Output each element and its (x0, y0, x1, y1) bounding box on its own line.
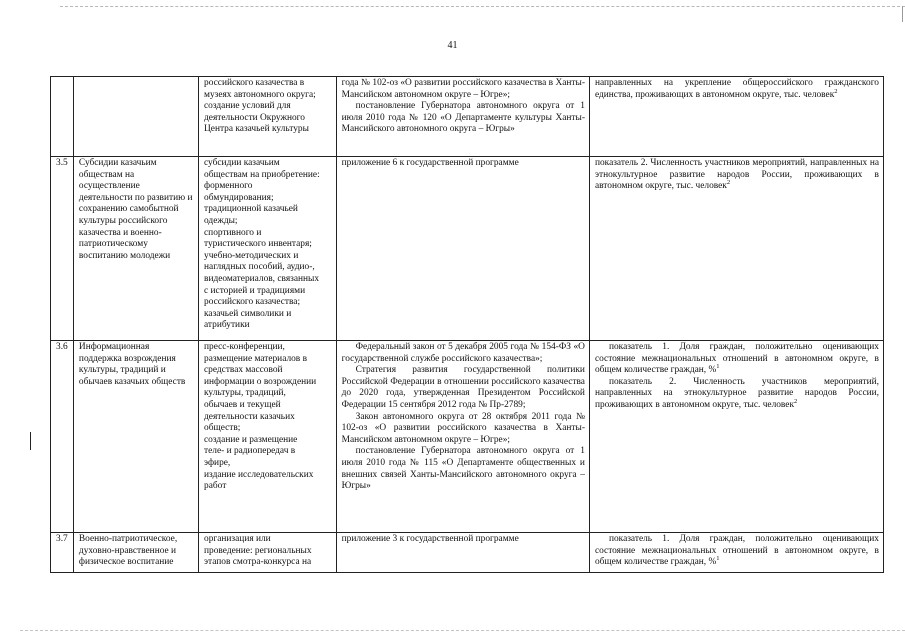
footnote-marker: 2 (794, 397, 798, 405)
table-row (51, 77, 884, 157)
indicator-paragraph (595, 342, 879, 377)
program-table (50, 76, 884, 573)
indicator-text: показатель 2. Численность участников мероприятий, направленных на этнокультурное развитие народов России, проживающих в автономном округе, тыс. человек (594, 376, 879, 410)
legal-basis-cell (336, 77, 589, 157)
indicator-text: показатель 2. Численность участников мероприятий, направленных на этнокультурное развитие народов России, проживающих в автономном округе, тыс. человек (594, 158, 879, 192)
legal-basis-paragraph: постановление Губернатора автономного округа от 1 июля 2010 года № 120 «О Департаменте культуры Ханты-Мансийского автономного округа – Югры» (341, 101, 585, 135)
row-number-cell (51, 77, 74, 157)
legal-basis-cell (336, 157, 589, 341)
indicators-cell (589, 77, 883, 157)
legal-basis-paragraph: приложение 3 к государственной программе (341, 534, 519, 544)
indicators-cell (589, 157, 883, 341)
activities-cell: российского казачества в музеях автономного округа; создание условий для деятельности Окружного Центра казачьей культуры (199, 77, 337, 157)
table-body (51, 77, 884, 573)
legal-basis-cell (336, 533, 589, 573)
legal-basis-cell (336, 341, 589, 533)
legal-basis-paragraph: Стратегия развития государственной политики Российской Федерации в отношении российского казачества до 2020 года, утвержденная Президентом Российской Федерации 15 сентября 2012 года № Пр-2789; (341, 365, 585, 410)
table-row (51, 157, 884, 341)
indicator-text: направленных на укрепление общероссийского гражданского единства, проживающих в автономном округе, тыс. человек (594, 78, 879, 100)
scan-border-bottom (20, 630, 905, 631)
indicator-text: показатель 1. Доля граждан, положительно оценивающих состояние межнациональных отношений в автономном округе, в общем количестве граждан, % (594, 534, 879, 568)
footnote-marker: 1 (716, 555, 720, 563)
row-number-cell: 3.5 (51, 157, 74, 341)
scan-edge-mark (902, 6, 903, 22)
event-name-cell (73, 77, 198, 157)
legal-basis-paragraph: Закон автономного округа от 28 октября 2011 года № 102-оз «О развитии российского казачества в Ханты-Мансийском автономном округе – Югре»; (341, 411, 585, 445)
activities-cell: организация или проведение: региональных этапов смотра-конкурса на (199, 533, 337, 573)
indicator-paragraph (595, 78, 879, 101)
activities-cell: субсидии казачьим обществам на приобретение: форменного обмундирования; традиционной казачьей одежды; спортивного и туристического инвентаря; учебно-методических и наглядных пособий, аудио-, видеоматериалов, связанных с историей и традициями российского казачества; казачьей символики и атрибутики (199, 157, 337, 341)
indicator-paragraph (595, 534, 879, 569)
footnote-marker: 1 (716, 363, 720, 371)
table-row (51, 533, 884, 573)
event-name-cell: Военно-патриотическое, духовно-нравственное и физическое воспитание (73, 533, 198, 573)
indicator-paragraph (595, 377, 879, 412)
footnote-marker: 2 (726, 179, 731, 187)
legal-basis-paragraph: постановление Губернатора автономного округа от 1 июля 2010 года № 115 «О Департаменте общественных и внешних связей Ханты-Мансийского автономного округа – Югры» (341, 446, 585, 492)
scan-border-top (60, 6, 905, 7)
indicators-cell (589, 533, 883, 573)
footnote-marker: 2 (834, 87, 838, 95)
event-name-cell: Информационная поддержка возрождения культуры, традиций и обычаев казачьих обществ (73, 341, 198, 533)
legal-basis-paragraph: приложение 6 к государственной программе (341, 158, 519, 168)
indicator-paragraph (595, 158, 879, 193)
row-number-cell: 3.7 (51, 533, 74, 573)
legal-basis-paragraph: года № 102-оз «О развитии российского казачества в Ханты-Мансийском автономном округе – Югре»; (341, 78, 585, 100)
activities-cell: пресс-конференции, размещение материалов в средствах массовой информации о возрождении культуры, традиций, обычаев и текущей деятельности казачьих обществ; создание и размещение теле- и радиопередач в эфире, издание исследовательских работ (199, 341, 337, 533)
margin-mark (30, 432, 31, 450)
event-name-cell: Субсидии казачьим обществам на осуществление деятельности по развитию и сохранению самобытной культуры российского казачества и военно- патриотическому воспитанию молодежи (73, 157, 198, 341)
indicator-text: показатель 1. Доля граждан, положительно оценивающих состояние межнациональных отношений в автономном округе, в общем количестве граждан, % (594, 342, 879, 376)
row-number-cell: 3.6 (51, 341, 74, 533)
table-row (51, 341, 884, 533)
indicators-cell (589, 341, 883, 533)
page-number: 41 (447, 40, 458, 51)
legal-basis-paragraph: Федеральный закон от 5 декабря 2005 года № 154-ФЗ «О государственной службе российского казачества»; (341, 342, 585, 364)
